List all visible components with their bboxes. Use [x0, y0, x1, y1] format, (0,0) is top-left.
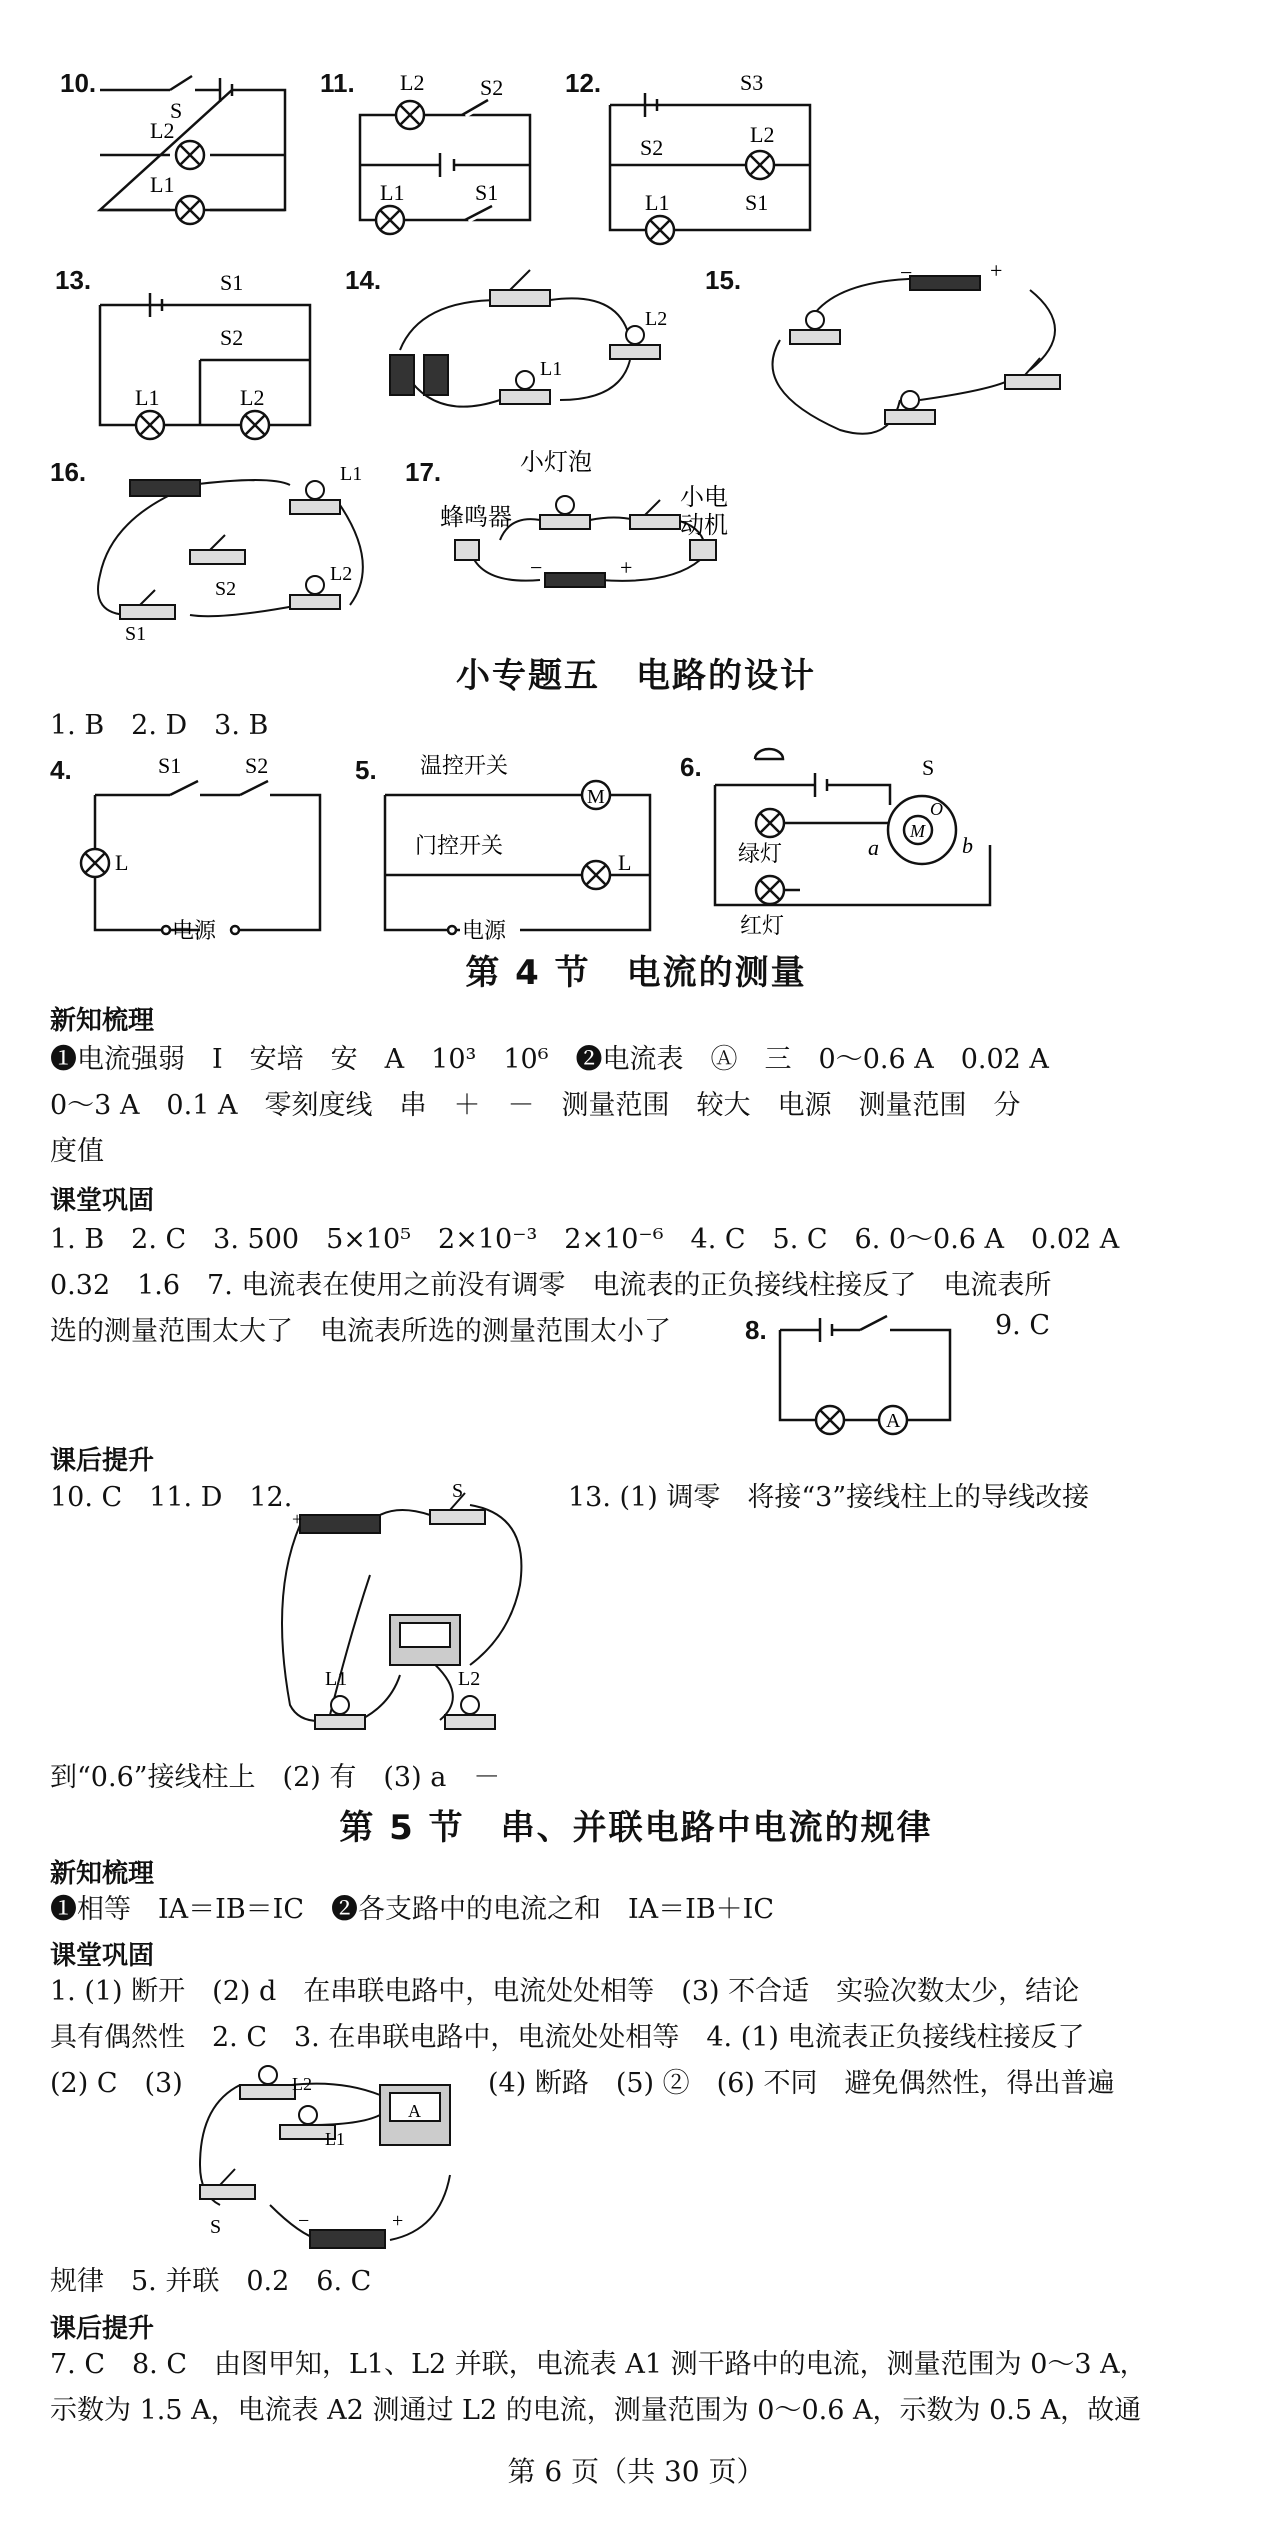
svg-text:电源: 电源 [462, 919, 507, 944]
q10-circuit-diagram [90, 60, 310, 240]
svg-text:L1: L1 [540, 358, 563, 380]
svg-text:L1: L1 [135, 385, 160, 410]
svg-text:L2: L2 [458, 1668, 481, 1690]
section4-nk-line-1: ❶电流强弱 I 安培 安 A 10³ 10⁶ ❷电流表 Ⓐ 三 0～0.6 A 0.02 A [50, 1044, 1049, 1075]
svg-text:S2: S2 [245, 753, 269, 778]
q11-circuit-diagram [350, 60, 560, 240]
section4-cr-line-1: 1. B 2. C 3. 500 5×10⁵ 2×10⁻³ 2×10⁻⁶ 4. C 5. C 6. 0～0.6 A 0.02 A [50, 1224, 1120, 1255]
section5-cr-line-2: 具有偶然性 2. C 3. 在串联电路中，电流处处相等 4. (1) 电流表正负接线柱接反了 [50, 2022, 1085, 2053]
svg-text:L1: L1 [325, 2129, 345, 2149]
svg-text:S2: S2 [215, 578, 237, 600]
section5-cr-line-5: 规律 5. 并联 0.2 6. C [50, 2266, 372, 2297]
section4-q12-wiring [270, 1475, 550, 1735]
section4-q9: 9. C [995, 1310, 1051, 1341]
q10-s-label: S [170, 98, 183, 123]
section4-new-knowledge-heading: 新知梳理 [50, 1006, 155, 1036]
svg-text:b: b [962, 833, 973, 858]
section5-q4-wiring [180, 2065, 480, 2265]
section4-q8-circuit [775, 1310, 975, 1440]
svg-text:L1: L1 [645, 190, 670, 215]
svg-text:M: M [587, 786, 605, 808]
svg-text:L: L [618, 850, 632, 875]
section4-nk-line-3: 度值 [50, 1136, 104, 1167]
q14-wiring-diagram [380, 260, 680, 440]
section4-after-heading: 课后提升 [50, 1446, 155, 1476]
q13-circuit-diagram [90, 265, 330, 445]
svg-text:A: A [408, 2101, 421, 2121]
section4-q8-number: 8. [745, 1315, 767, 1345]
topic5-q5-number: 5. [355, 755, 377, 785]
q12-number: 12. [565, 68, 602, 98]
q13-number: 13. [55, 265, 92, 295]
section5-after-line-2: 示数为 1.5 A，电流表 A2 测通过 L2 的电流，测量范围为 0～0.6 A，示数为 0.5 A，故通 [50, 2395, 1142, 2426]
q16-number: 16. [50, 457, 87, 487]
section4-classroom-heading: 课堂巩固 [50, 1186, 155, 1216]
topic5-q4-number: 4. [50, 755, 72, 785]
svg-text:S2: S2 [220, 325, 244, 350]
section5-nk-line: ❶相等 IA＝IB＝IC ❷各支路中的电流之和 IA＝IB＋IC [50, 1894, 774, 1925]
svg-text:S: S [210, 2216, 222, 2238]
section5-new-knowledge-heading: 新知梳理 [50, 1859, 155, 1889]
svg-text:+: + [620, 555, 633, 580]
svg-text:L2: L2 [330, 563, 353, 585]
q10-number: 10. [60, 68, 97, 98]
topic5-q5-circuit [370, 745, 670, 945]
section5-cr-line-1: 1. (1) 断开 (2) d 在串联电路中，电流处处相等 (3) 不合适 实验次数太少，结论 [50, 1976, 1080, 2007]
q12-circuit-diagram [600, 60, 820, 260]
svg-text:S1: S1 [745, 190, 769, 215]
svg-text:+: + [392, 2210, 404, 2232]
section4-cr-line-2: 0.32 1.6 7. 电流表在使用之前没有调零 电流表的正负接线柱接反了 电流表所 [50, 1270, 1052, 1301]
svg-text:−: − [900, 260, 913, 285]
q15-number: 15. [705, 265, 742, 295]
q10-l1-label: L1 [150, 172, 175, 197]
q16-wiring-diagram [90, 445, 390, 645]
svg-text:电源: 电源 [172, 919, 217, 944]
section5-cr-line-3: (2) C (3) [50, 2068, 183, 2099]
svg-text:蜂鸣器: 蜂鸣器 [440, 503, 512, 531]
svg-text:S1: S1 [475, 180, 499, 205]
section4-q13-cont: 到“0.6”接线柱上 (2) 有 (3) a － [50, 1762, 501, 1793]
section5-cr-line-4: (4) 断路 (5) ② (6) 不同 避免偶然性，得出普遍 [488, 2068, 1115, 2099]
svg-text:L2: L2 [400, 70, 425, 95]
svg-text:L2: L2 [240, 385, 265, 410]
section5-after-line-1: 7. C 8. C 由图甲知，L1、L2 并联，电流表 A1 测干路中的电流，测量范围为 0～3 A， [50, 2349, 1147, 2380]
section4-title: 第 4 节 电流的测量 [465, 953, 807, 993]
svg-text:S1: S1 [220, 270, 244, 295]
svg-text:L2: L2 [292, 2074, 312, 2094]
svg-text:S2: S2 [480, 75, 504, 100]
q15-wiring-diagram [740, 260, 1080, 450]
svg-text:L1: L1 [380, 180, 405, 205]
svg-text:S1: S1 [158, 753, 182, 778]
svg-text:S: S [922, 755, 935, 780]
section5-classroom-heading: 课堂巩固 [50, 1941, 155, 1971]
topic5-title: 小专题五 电路的设计 [456, 656, 816, 696]
svg-text:动机: 动机 [680, 511, 728, 539]
svg-text:红灯: 红灯 [740, 914, 785, 939]
q11-number: 11. [320, 68, 355, 98]
section4-cr-line-3: 选的测量范围太大了 电流表所选的测量范围太小了 [50, 1316, 671, 1347]
svg-text:−: − [530, 555, 543, 580]
q17-wiring-diagram [440, 445, 770, 615]
page-footer: 第 6 页（共 30 页） [507, 2455, 765, 2488]
svg-text:−: − [298, 2210, 310, 2232]
section4-nk-line-2: 0～3 A 0.1 A 零刻度线 串 ＋ － 测量范围 较大 电源 测量范围 分 [50, 1090, 1021, 1121]
svg-text:温控开关: 温控开关 [420, 754, 509, 779]
q10-l2-label: L2 [150, 118, 175, 143]
svg-text:L: L [115, 850, 129, 875]
svg-text:+: + [990, 260, 1003, 283]
svg-text:小电: 小电 [680, 483, 728, 511]
svg-text:小灯泡: 小灯泡 [520, 448, 592, 476]
section4-after-line: 10. C 11. D 12. [50, 1482, 293, 1513]
section4-q13-line: 13. (1) 调零 将接“3”接线柱上的导线改接 [568, 1482, 1090, 1513]
svg-text:O: O [930, 799, 943, 819]
svg-text:a: a [868, 835, 879, 860]
svg-text:绿灯: 绿灯 [738, 842, 783, 867]
svg-text:S3: S3 [740, 70, 764, 95]
topic5-q6-circuit [700, 745, 1000, 945]
svg-text:M: M [910, 821, 925, 841]
topic5-q6-number: 6. [680, 752, 702, 782]
svg-text:+: + [292, 1509, 303, 1529]
section5-after-heading: 课后提升 [50, 2314, 155, 2344]
svg-text:S2: S2 [640, 135, 664, 160]
svg-text:S1: S1 [125, 623, 147, 645]
q17-number: 17. [405, 457, 442, 487]
svg-text:A: A [886, 1410, 901, 1432]
svg-text:L1: L1 [340, 463, 363, 485]
svg-text:S: S [452, 1480, 464, 1502]
svg-text:L2: L2 [645, 308, 668, 330]
q14-number: 14. [345, 265, 382, 295]
svg-text:L2: L2 [750, 122, 775, 147]
svg-text:L1: L1 [325, 1668, 348, 1690]
topic5-q4-circuit [70, 745, 340, 945]
svg-text:门控开关: 门控开关 [415, 834, 504, 859]
section5-title: 第 5 节 串、并联电路中电流的规律 [339, 1808, 933, 1848]
topic5-answers: 1. B 2. D 3. B [50, 710, 269, 741]
